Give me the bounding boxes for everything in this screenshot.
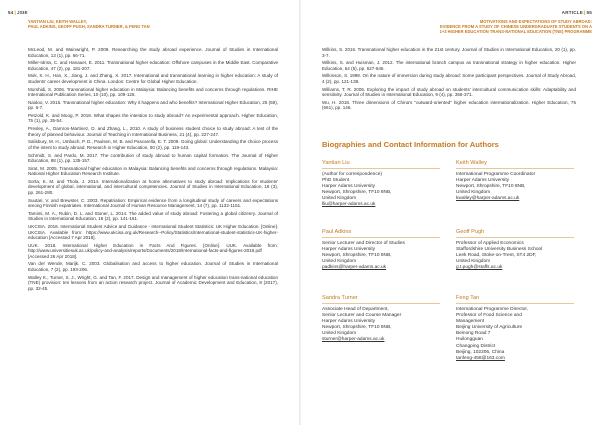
right-folio bbox=[562, 10, 592, 15]
left-running-head bbox=[28, 19, 228, 29]
section-title: Biographies and Contact Information for Authors bbox=[322, 140, 499, 149]
author-card-adkins bbox=[322, 229, 440, 271]
reference-entry: Schmidt, S. and Pardo, M. 2017. The contribution of study abroad to human capital formation. The Journal of Higher Education, 88 (1), pp. 135-157. bbox=[28, 152, 278, 164]
left-journal-name: JSIE bbox=[17, 10, 28, 15]
author-email-link[interactable]: tanfeng-458@163.com bbox=[456, 355, 505, 361]
author-detail: PhD Student bbox=[322, 178, 350, 184]
reference-entry: UUK. 2018. International Higher Education in Facts And Figures. [Online]. UUK. Available from: http://www.universitiesuk.ac.uk/policy-and-analysis/reports/Documents/2018/International-facts-and-figures-2018.pdf [Accessed 26 Apr 2018]. bbox=[28, 242, 278, 259]
author-card-walley bbox=[456, 160, 574, 202]
reference-entry: Van der Wende, Marijk. C. 2003. Globalisation and access to higher education. Journal of Studies in International Education, 7 (2), pp. 193-206. bbox=[28, 261, 278, 272]
author-detail: International Programme Director, bbox=[456, 307, 528, 312]
reference-entry: Wilkins, S. 2016. Transnational higher education in the 21st century. Journal of Studies in International Education, 20 (1), pp. 3-7. bbox=[322, 47, 576, 58]
author-email-link[interactable]: padkins@harper-adams.ac.uk bbox=[322, 265, 387, 271]
reference-entry: Tamimi, M. A., Rubin, D. L. and Stoner, L. 2014. The added value of study abroad: Fostering a global citizenry. Journal of Studies in International Education, 18 (2), pp. 141-161. bbox=[28, 210, 278, 222]
reference-entry: Williams, T. R. 2005. Exploring the impact of study abroad on students' intercultural communication skills: Adaptability and sensitivity. Journal of Studies in International Education, 9 (4), pp. 356-371. bbox=[322, 86, 576, 98]
reference-entry: McLeod, M. and Wainwright, P. 2009. Researching the study abroad experience. Journal of Studies in International Education, 13 (1), pp. 66-71. bbox=[28, 47, 278, 58]
author-card-tan bbox=[456, 295, 574, 362]
reference-entry: Wilkinson, S. 1998. On the nature of immersion during study abroad: Some participant perspectives. Journal of Study Abroad, 4 (2), pp. 121-138. bbox=[322, 73, 576, 84]
reference-entry: Sirat, M. 2005. Transnational higher education in Malaysia: Balancing benefits and concerns through regulations. Malaysia: National Higher Education Research Institute. bbox=[28, 165, 278, 177]
author-detail: Harper Adams University bbox=[456, 178, 510, 184]
author-detail: United Kingdom bbox=[456, 190, 491, 196]
reference-entry: Wu, H. 2018. Three dimensions of China's "outward-oriented" higher education internationalization. Higher Education, 75 (661), pp. 146. bbox=[322, 99, 576, 111]
author-name: Keith Walley bbox=[456, 160, 574, 169]
author-email-link[interactable]: g.t.pugh@staffs.ac.uk bbox=[456, 265, 503, 271]
running-head-line: EVIDENCE FROM A STUDY OF CHINESE UNDERGRADUATE STUDENTS ON A bbox=[439, 24, 592, 29]
running-head-line: MOTIVATIONS AND EXPECTATIONS OF STUDY ABROAD: bbox=[479, 19, 592, 24]
author-detail: (Author for correspondence) bbox=[322, 172, 382, 177]
reference-entry: UKCISA. 2018. International Student Advice and Guidance - International Student Statistics: UK Higher Education. [Online]. UKCISA. Available from: https://www.ukcisa.org.uk/Research--Policy/Statistics/International-student-statistics-UK-higher-education [Accessed 7 Apr 2018]. bbox=[28, 223, 278, 241]
author-name: Sandra Turner bbox=[322, 295, 440, 304]
author-detail: United Kingdom bbox=[322, 196, 357, 202]
reference-entry: Miller-Idriss, C. and Hanauer, E. 2011. Transnational higher education: Offshore campuses in the Middle East. Comparative Education, 47 (2), pp. 181-207. bbox=[28, 60, 278, 71]
reference-entry: Petzold, K. and Moog, P. 2018. What shapes the intention to study abroad? An experimental approach. Higher Education, 75 (1), pp. 35-54. bbox=[28, 112, 278, 124]
author-detail: Beijing University of Agriculture bbox=[456, 325, 523, 331]
author-email-link[interactable]: lliu@harper-adams.ac.uk bbox=[322, 202, 376, 208]
author-detail: Senior Lecturer and Director of Studies bbox=[322, 241, 405, 246]
reference-entry: Naidoo, V. 2015. Transnational higher education: Why it happens and who benefits? International Higher Education, 25 (58), pp. 6-7. bbox=[28, 99, 278, 111]
reference-entry: Wilkins, S. and Huisman, J. 2012. The international branch campus as transnational strategy in higher education. Higher Education, 64 (5), pp. 627-645. bbox=[322, 60, 576, 71]
author-card-liu bbox=[322, 160, 440, 209]
author-detail: Changping District bbox=[456, 343, 496, 349]
author-card-pugh bbox=[456, 229, 574, 271]
author-name: Geoff Pugh bbox=[456, 229, 574, 238]
author-detail: Management bbox=[456, 319, 484, 325]
folio-separator: | bbox=[14, 10, 17, 15]
author-detail: Newport, Shropshire, TF10 8NB, bbox=[456, 184, 526, 190]
author-detail: Newport, Shropshire, TF10 8NB, bbox=[322, 325, 392, 331]
author-detail: International Programme Coordinator bbox=[456, 172, 536, 177]
author-name: Yantian Liu bbox=[322, 160, 440, 169]
folio-separator: | bbox=[583, 10, 586, 15]
author-detail: United Kingdom bbox=[322, 331, 357, 337]
reference-entry: Mok, K. H., Han, X., Jiang, J. and Zhang, X. 2017. International and transnational learning in higher education: A study of students' career development in China. London: Centre for Global Higher Education. bbox=[28, 73, 278, 84]
author-detail: Beinong Road 7 bbox=[456, 331, 491, 337]
running-head-line: PAUL ADKINS, GEOFF PUGH, SANDRA TURNER, & FENG TAN bbox=[28, 24, 150, 29]
author-detail: Beijing, 102206, China bbox=[456, 349, 505, 355]
right-running-head bbox=[352, 19, 592, 34]
author-detail: Associate Head of Department, bbox=[322, 307, 389, 312]
reference-entry: Walley K., Turner, S. J., Wright, G. and Tan, F. 2017. Design and management of higher education trans-national education (TNE) provision: ten lessons from an action research project. Journal of Academic Development and Education, 8 (2017), pp. 32-45. bbox=[28, 274, 278, 291]
right-journal-name: ARTICLE bbox=[561, 10, 583, 15]
left-reference-list bbox=[28, 47, 278, 293]
author-name: Paul Adkins bbox=[322, 229, 440, 238]
author-detail: Harper Adams University bbox=[322, 247, 376, 253]
author-email-link[interactable]: sturner@harper-adams.ac.uk bbox=[322, 337, 385, 343]
author-detail: Huilongguan bbox=[456, 337, 483, 343]
author-detail: Senior Lecturer and Course Manager bbox=[322, 313, 402, 319]
right-reference-list bbox=[322, 47, 576, 113]
left-folio bbox=[8, 10, 28, 15]
reference-entry: Presley, A., Damron-Martinez, D. and Zhang, L., 2010. A study of business student choice to study abroad: A test of the theory of planned behaviour. Journal of Teaching in International Business, 21 (4), pp. 227-247. bbox=[28, 126, 278, 137]
running-head-line: YANTIAN LIU, KEITH WALLEY, bbox=[28, 19, 87, 24]
author-detail: Harper Adams University bbox=[322, 184, 376, 190]
author-email-link[interactable]: kwalley@harper-adams.ac.uk bbox=[456, 196, 520, 202]
author-name: Feng Tan bbox=[456, 295, 574, 304]
author-detail: United Kingdom bbox=[322, 259, 357, 265]
right-page-number: 55 bbox=[586, 10, 592, 15]
author-card-turner bbox=[322, 295, 440, 344]
reference-entry: Salisbury, M. H., Umbach, P. D., Paulsen, M. B. and Pascarella, E. T. 2009. Going global: Understanding the choice process of the intent to study abroad. Research in Higher Education, 50 (2), pp. 119-143. bbox=[28, 139, 278, 150]
reference-entry: Morshidi, S. 2006. Transnational higher education in Malaysia: Balancing benefits and concerns through regulations. RIHE International Publication Series, 10 (10), pp. 109-126. bbox=[28, 86, 278, 98]
author-detail: United Kingdom bbox=[456, 259, 491, 265]
author-detail: Professor of Applied Economics bbox=[456, 241, 524, 246]
reference-entry: Sorta, K. M. and Thola, J. 2014. Internationalization at home alternatives to study abroad: Implications for students' development of global, international, and intercultural competencies. Journal of Studies in International Education, 18 (3), pp. 261-280. bbox=[28, 178, 278, 195]
author-detail: Leek Road, Stoke-on-Trent, ST4 2DF, bbox=[456, 253, 537, 259]
reference-entry: Suutari, V. and Brewster, C. 2003. Repatriation: Empirical evidence from a longitudinal study of careers and expectations among Finnish expatriates. International Journal of Human Resource Management, 14 (7), pp. 1132-1151. bbox=[28, 197, 278, 209]
author-detail: Staffordshire University Business School bbox=[456, 247, 543, 253]
author-detail: Professor of Food Science and bbox=[456, 313, 522, 319]
left-page-number: 54 bbox=[8, 10, 14, 15]
right-page bbox=[300, 0, 600, 425]
author-detail: Newport, Shropshire, TF10 8NB, bbox=[322, 253, 392, 259]
running-head-line: 1+3 HIGHER EDUCATION TRANS-NATIONAL EDUCATION (TNE) PROGRAMME bbox=[439, 29, 592, 34]
author-detail: Newport, Shropshire, TF10 8NB, bbox=[322, 190, 392, 196]
author-detail: Harper Adams University bbox=[322, 319, 376, 325]
